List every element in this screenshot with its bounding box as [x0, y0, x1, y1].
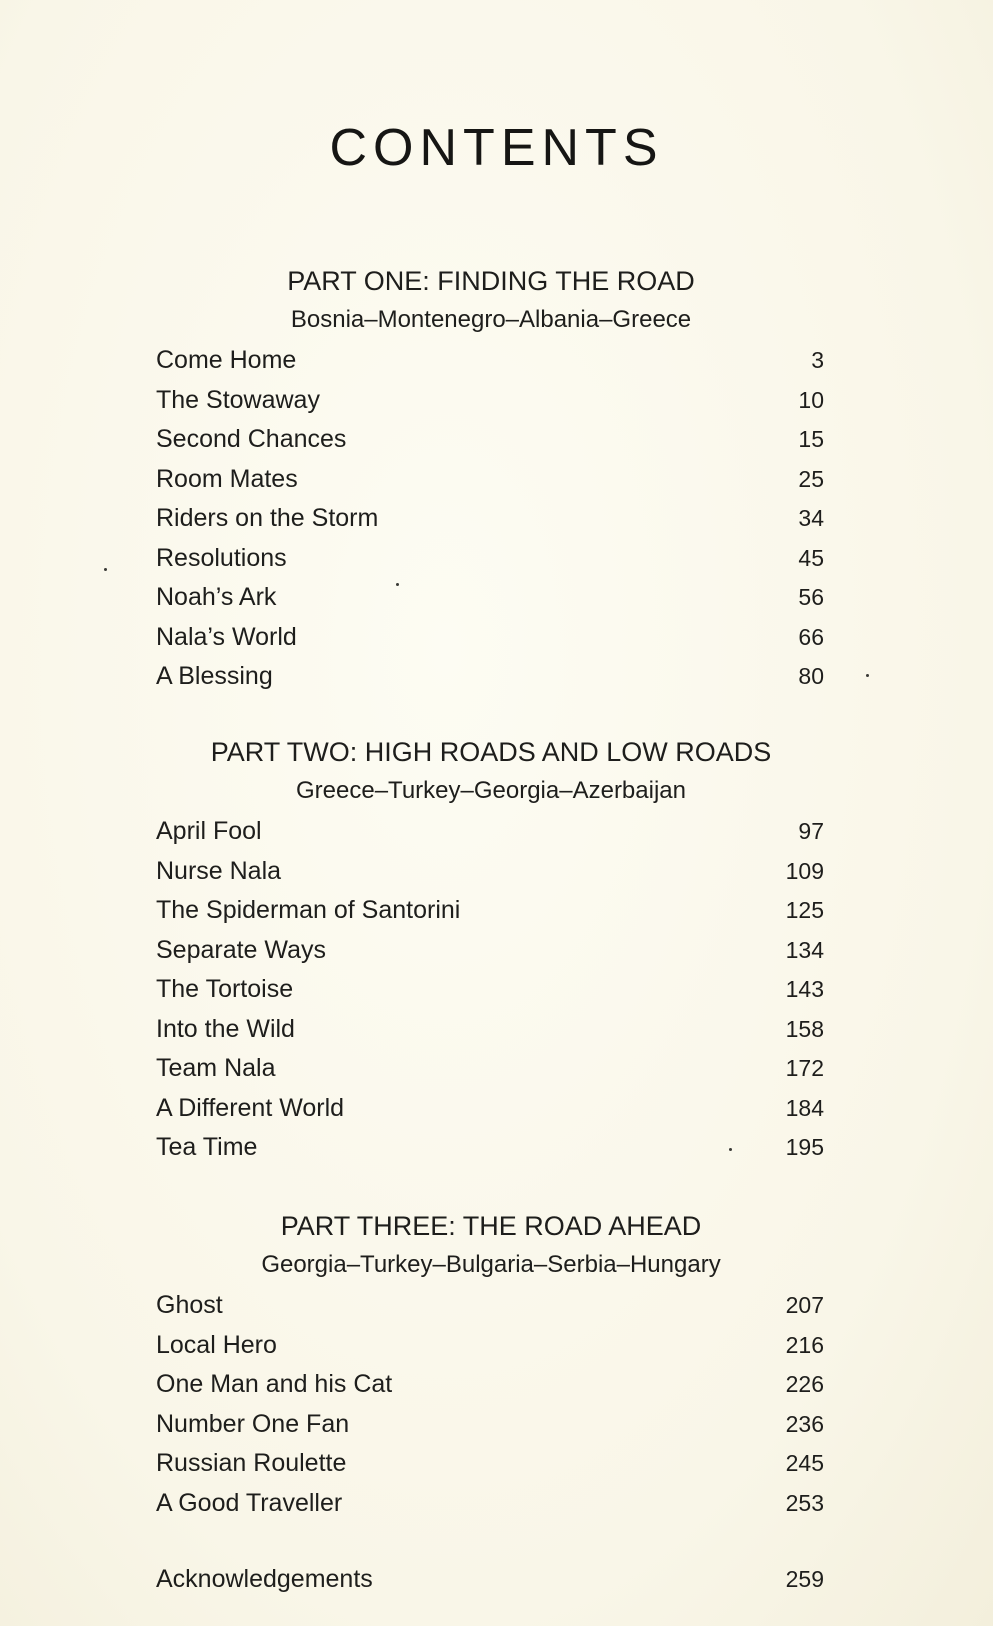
chapter-title: Local Hero	[156, 1330, 277, 1359]
page-number: 253	[785, 1489, 824, 1516]
toc-entry[interactable]	[156, 970, 826, 1010]
chapter-title: Come Home	[156, 346, 297, 374]
toc-entry[interactable]	[156, 931, 826, 971]
toc-entry[interactable]	[156, 1365, 826, 1405]
page-number: 236	[785, 1410, 824, 1437]
page-number: 109	[785, 857, 824, 884]
chapter-title: Room Mates	[156, 464, 298, 493]
page-number: 15	[798, 426, 824, 452]
page-number: 25	[798, 465, 824, 492]
chapter-title: Nala’s World	[156, 622, 297, 651]
chapter-title: One Man and his Cat	[156, 1370, 393, 1398]
chapter-title: A Good Traveller	[156, 1488, 343, 1517]
chapter-title: The Stowaway	[156, 385, 320, 414]
chapter-title: A Different World	[156, 1093, 345, 1122]
part-three-section	[156, 1206, 826, 1523]
chapter-title: Resolutions	[156, 543, 287, 572]
chapter-title: Riders on the Storm	[156, 504, 379, 532]
part-one-section	[156, 261, 826, 697]
toc-entry[interactable]	[156, 1326, 826, 1366]
page-number: 45	[798, 544, 824, 571]
chapter-title: April Fool	[156, 817, 262, 845]
toc-entry[interactable]	[156, 578, 826, 618]
page-number: 195	[785, 1134, 824, 1160]
chapter-title: Into the Wild	[156, 1014, 295, 1043]
chapter-title: Separate Ways	[156, 935, 326, 964]
part-heading: PART THREE: THE ROAD AHEAD	[280, 1211, 702, 1241]
part-two-section	[156, 732, 826, 1168]
page-number: 259	[785, 1566, 824, 1592]
page-number: 10	[798, 386, 824, 413]
page-number: 34	[798, 505, 824, 531]
toc-entry[interactable]	[156, 1444, 826, 1484]
part-route: Bosnia–Montenegro–Albania–Greece	[290, 306, 692, 333]
toc-entry[interactable]	[156, 341, 826, 381]
chapter-title: The Spiderman of Santorini	[156, 896, 461, 924]
toc-entry[interactable]	[156, 618, 826, 658]
scan-speck	[729, 1148, 732, 1151]
page-number: 97	[798, 818, 824, 844]
chapter-title: Second Chances	[156, 425, 347, 453]
scan-speck	[866, 674, 869, 677]
part-route: Greece–Turkey–Georgia–Azerbaijan	[296, 777, 686, 804]
toc-entry[interactable]	[156, 657, 826, 697]
page-title: CONTENTS	[329, 119, 664, 177]
chapter-title: Acknowledgements	[156, 1565, 373, 1593]
toc-entry[interactable]	[156, 1049, 826, 1089]
chapter-title: A Blessing	[156, 662, 273, 690]
toc-entry[interactable]	[156, 460, 826, 500]
page-number: 3	[811, 347, 824, 373]
page-number: 216	[785, 1331, 824, 1358]
toc-entry[interactable]	[156, 539, 826, 579]
chapter-title: The Tortoise	[156, 975, 294, 1003]
part-route: Georgia–Turkey–Bulgaria–Serbia–Hungary	[261, 1251, 721, 1278]
toc-entry[interactable]	[156, 1010, 826, 1050]
page-number: 172	[785, 1055, 824, 1081]
toc-entry[interactable]	[156, 1484, 826, 1524]
page-number: 207	[785, 1292, 824, 1318]
page-number: 184	[785, 1094, 824, 1121]
page-number: 226	[785, 1371, 824, 1397]
page-number: 158	[785, 1015, 824, 1042]
acknowledgements-section	[156, 1560, 826, 1600]
toc-entry[interactable]	[156, 1405, 826, 1445]
page-number: 245	[785, 1450, 824, 1476]
scan-speck	[396, 583, 399, 586]
page-number: 56	[798, 584, 824, 610]
toc-entry[interactable]	[156, 812, 826, 852]
toc-entry-acknowledgements[interactable]	[156, 1560, 826, 1600]
page-number: 66	[798, 623, 824, 650]
page-number: 143	[785, 976, 824, 1002]
chapter-title: Noah’s Ark	[156, 583, 277, 611]
part-heading: PART TWO: HIGH ROADS AND LOW ROADS	[210, 737, 772, 767]
chapter-title: Russian Roulette	[156, 1449, 347, 1477]
toc-entry[interactable]	[156, 1286, 826, 1326]
toc-entry[interactable]	[156, 420, 826, 460]
toc-entry[interactable]	[156, 1089, 826, 1129]
page-number: 134	[785, 936, 824, 963]
toc-entry[interactable]	[156, 852, 826, 892]
toc-entry[interactable]	[156, 891, 826, 931]
chapter-title: Nurse Nala	[156, 856, 282, 885]
toc-entry[interactable]	[156, 1128, 826, 1168]
toc-entry[interactable]	[156, 499, 826, 539]
chapter-title: Ghost	[156, 1291, 223, 1319]
part-heading: PART ONE: FINDING THE ROAD	[287, 266, 695, 296]
chapter-title: Team Nala	[156, 1054, 276, 1082]
page-number: 80	[798, 663, 824, 689]
page-number: 125	[785, 897, 824, 923]
chapter-title: Number One Fan	[156, 1409, 350, 1438]
scan-speck	[104, 568, 107, 571]
toc-entry[interactable]	[156, 381, 826, 421]
chapter-title: Tea Time	[156, 1133, 258, 1161]
